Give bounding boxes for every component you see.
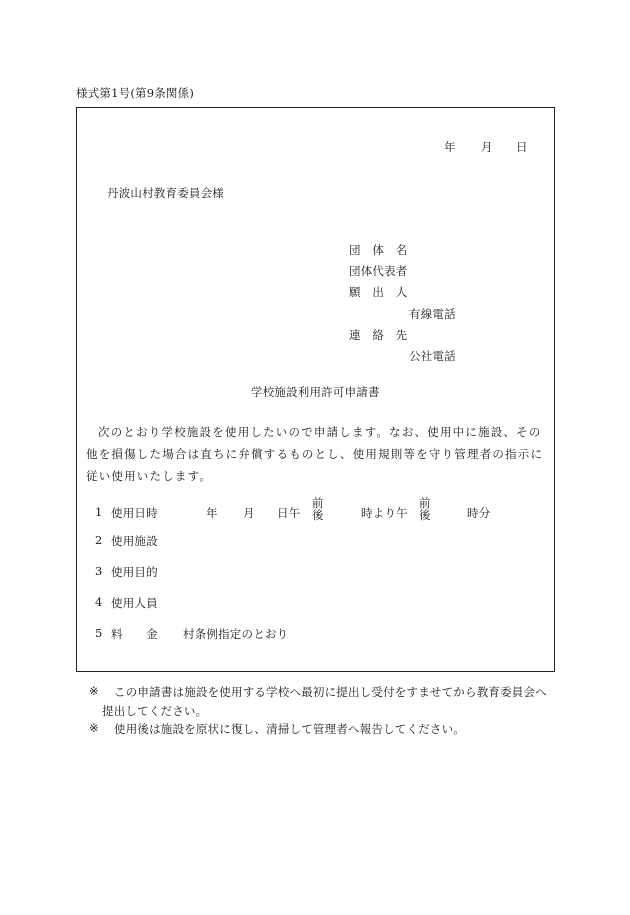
date-year: 年 [444, 140, 456, 154]
item5-value: 村条例指定のとおり [183, 627, 289, 641]
date-day: 日 [516, 140, 528, 154]
addressee: 丹波山村教育委員会様 [107, 186, 224, 200]
item5-number: 5 [95, 626, 103, 640]
body-text [86, 421, 548, 487]
item1-pm-2: 後 [419, 508, 431, 522]
item3-number: 3 [95, 564, 103, 578]
public-phone-label: 公社電話 [409, 349, 456, 363]
item1-day-pm: 日午 [277, 506, 301, 520]
note1-mark: ※ [89, 684, 99, 698]
note2-mark: ※ [89, 721, 99, 735]
item1-time-min: 時分 [467, 506, 491, 520]
org-name-label: 団 体 名 [349, 243, 408, 257]
item1-label: 使用日時 [111, 506, 158, 520]
item2-label: 使用施設 [111, 534, 158, 548]
item1-year: 年 [206, 506, 218, 520]
note1-text: この申請書は施設を使用する学校へ最初に提出し受付をすませてから教育委員会へ [114, 685, 547, 699]
item5-label: 料 金 [111, 627, 158, 641]
item4-label: 使用人員 [111, 596, 158, 610]
document-title: 学校施設利用許可申請書 [251, 385, 380, 399]
item1-pm: 後 [312, 508, 324, 522]
date-month: 月 [481, 140, 493, 154]
note2-text: 使用後は施設を原状に復し、清掃して管理者へ報告してください。 [114, 722, 465, 736]
body-text-content: 次のとおり学校施設を使用したいので申請します。なお、使用中に施設、その他を損傷した場合は直ちに弁償するものとし、使用規則等を守り管理者の指示に従い使用いたします。 [86, 425, 544, 483]
item1-am-pm-stack [312, 497, 324, 521]
item1-month: 月 [243, 506, 255, 520]
item1-number: 1 [95, 505, 103, 519]
item1-am-2: 前 [419, 496, 431, 510]
item1-from: 時より午 [361, 506, 408, 520]
representative-label: 団体代表者 [349, 264, 408, 278]
landline-label: 有線電話 [409, 307, 456, 321]
item1-am: 前 [312, 496, 324, 510]
item3-label: 使用目的 [111, 565, 158, 579]
item4-number: 4 [95, 595, 103, 609]
form-label: 様式第1号(第9条関係) [76, 86, 195, 100]
item2-number: 2 [95, 533, 103, 547]
note1-continuation: 提出してください。 [102, 704, 208, 718]
contact-label: 連 絡 先 [349, 328, 408, 342]
item1-am-pm-stack-2 [419, 497, 431, 521]
applicant-label: 願 出 人 [349, 285, 408, 299]
